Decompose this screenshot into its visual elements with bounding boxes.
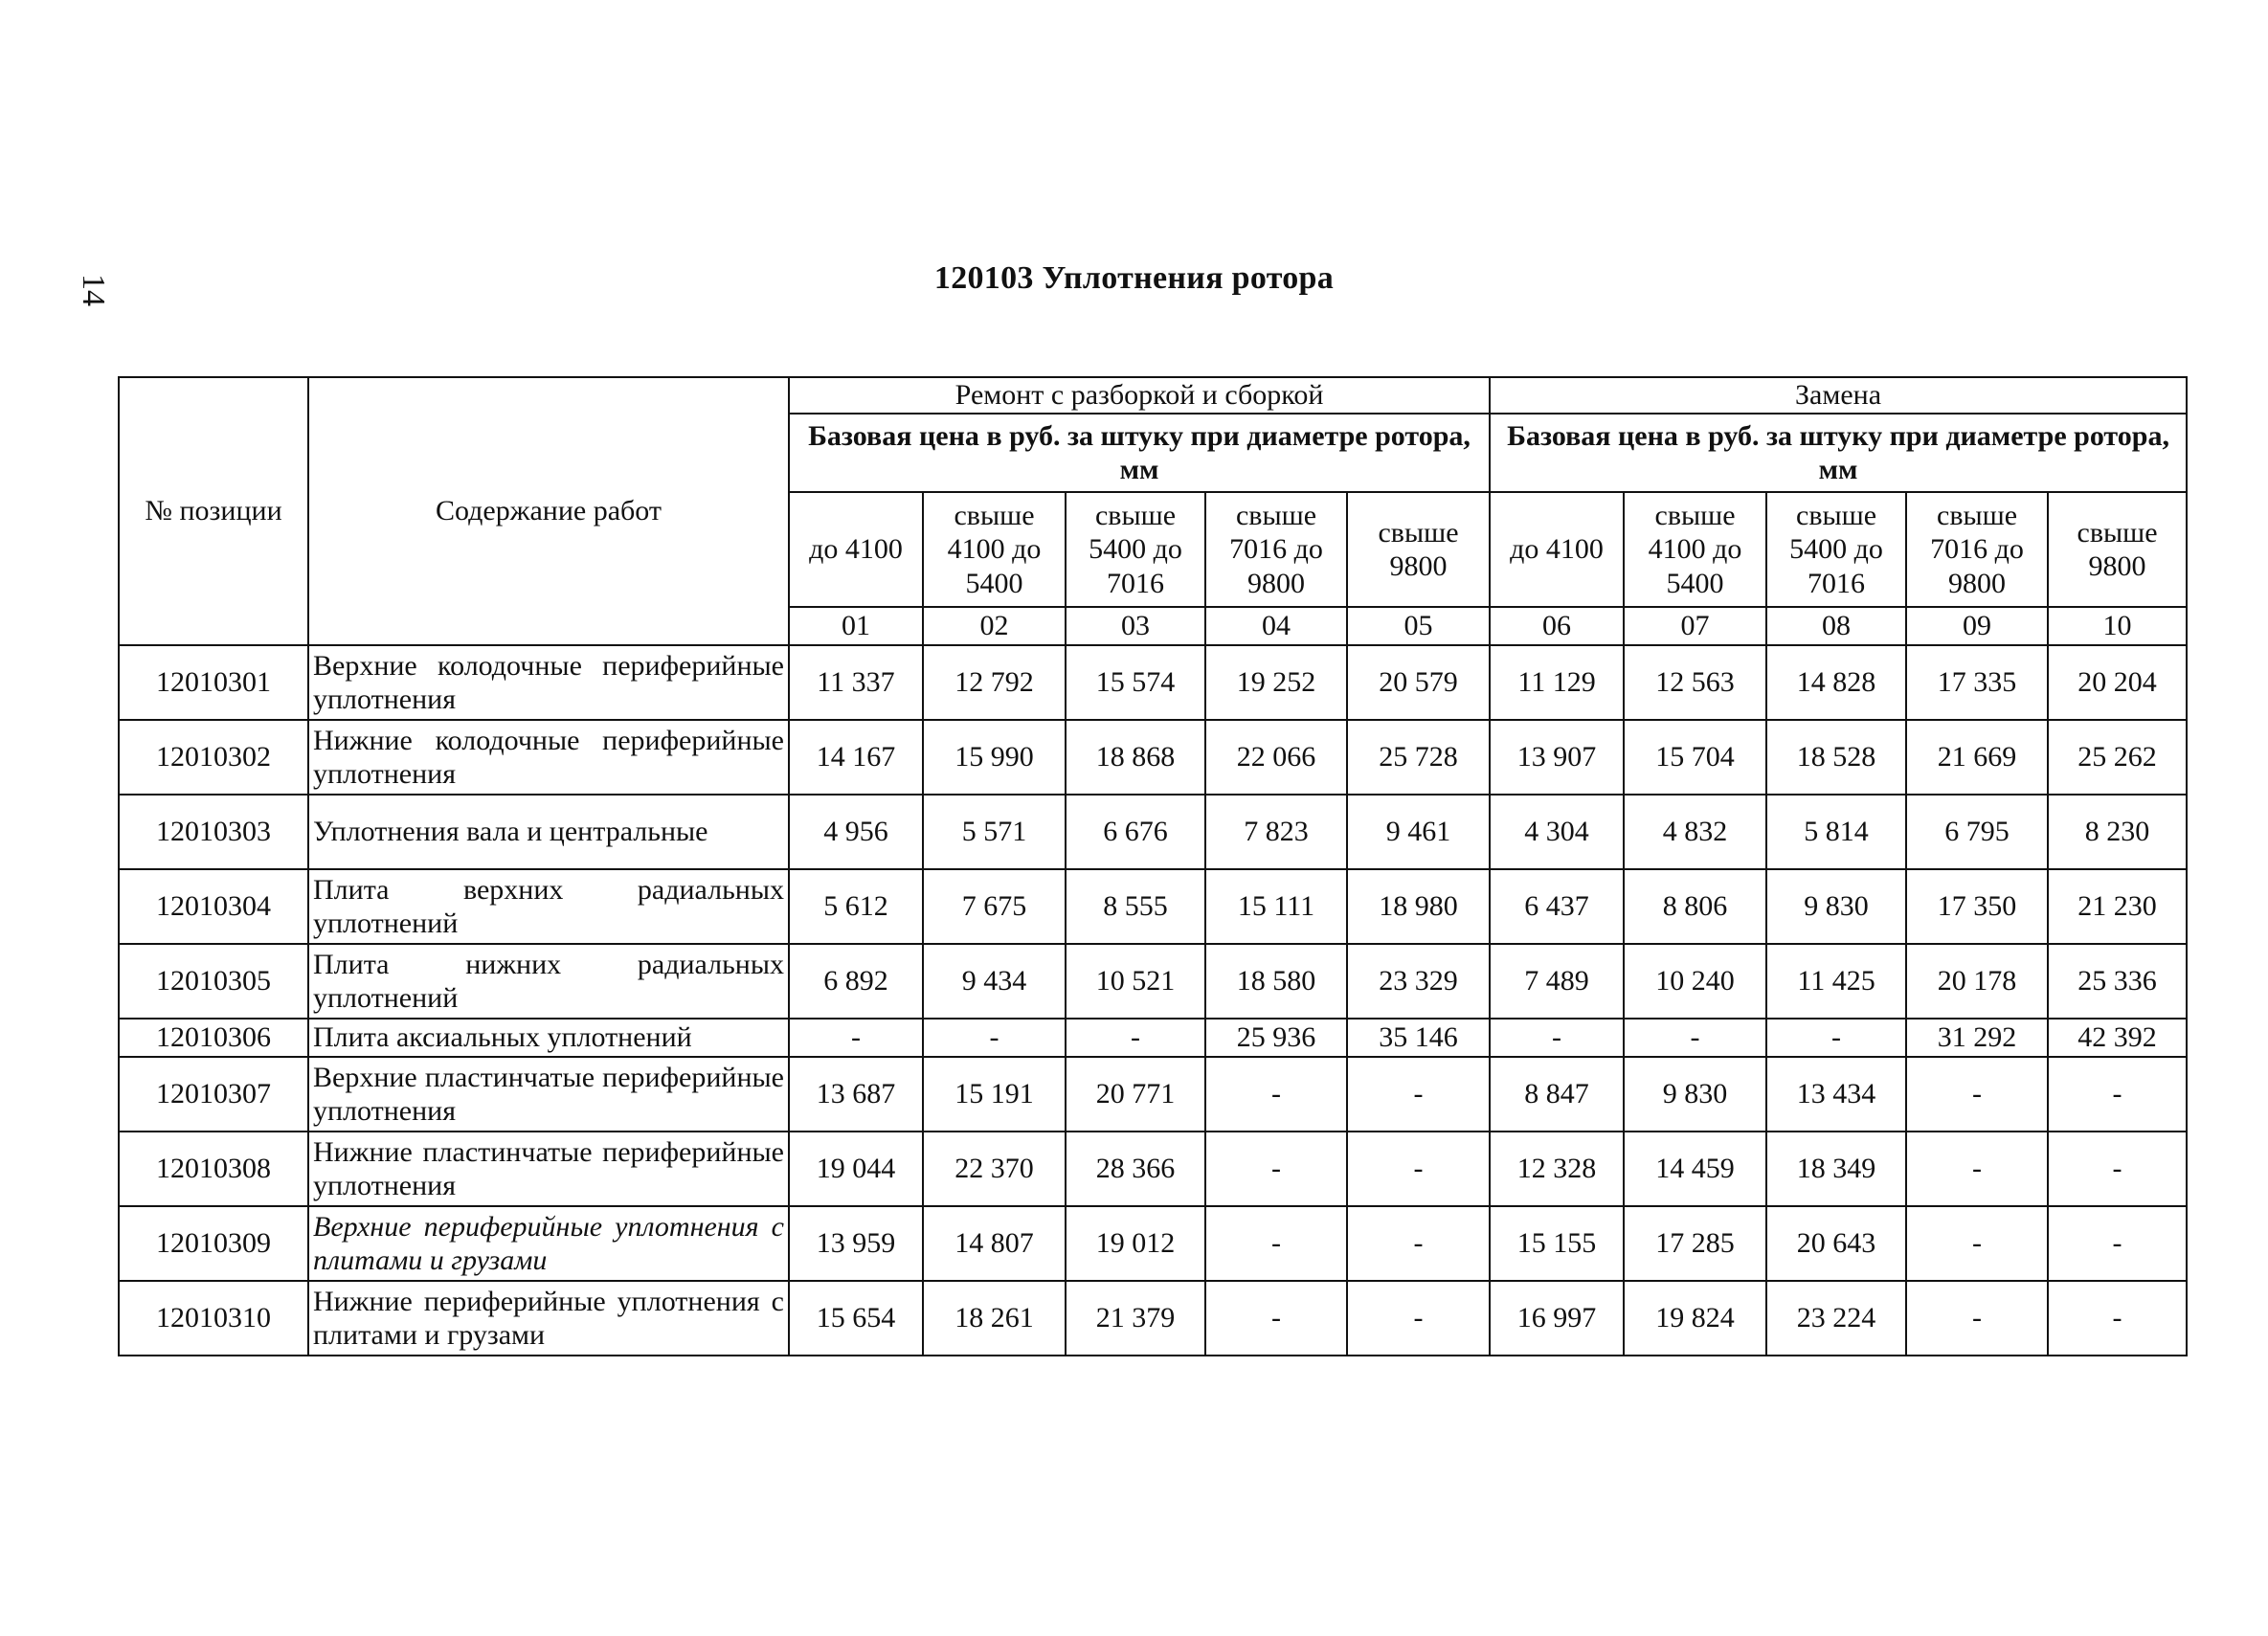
price-cell: 8 806 <box>1624 869 1766 944</box>
diameter-header: свыше 5400 до 7016 <box>1066 492 1205 607</box>
price-cell: - <box>1766 1019 1906 1057</box>
price-cell: - <box>1906 1132 2048 1206</box>
price-cell: - <box>1205 1057 1347 1132</box>
price-cell: 13 959 <box>789 1206 923 1281</box>
price-cell: 25 728 <box>1347 720 1490 795</box>
price-cell: 6 892 <box>789 944 923 1019</box>
price-cell: 10 521 <box>1066 944 1205 1019</box>
price-cell: 22 370 <box>923 1132 1066 1206</box>
price-cell: 7 489 <box>1490 944 1624 1019</box>
column-code-header: 04 <box>1205 607 1347 645</box>
price-cell: 5 571 <box>923 795 1066 869</box>
base-price-header-replacement: Базовая цена в руб. за штуку при диаметре ротора, мм <box>1490 414 2187 492</box>
table-row <box>119 1019 2187 1057</box>
group-header-repair: Ремонт с разборкой и сборкой <box>789 377 1490 414</box>
price-cell: 25 262 <box>2048 720 2187 795</box>
work-description-cell: Плита аксиальных уплотнений <box>308 1019 789 1057</box>
price-cell: 13 687 <box>789 1057 923 1132</box>
price-cell: - <box>1205 1206 1347 1281</box>
price-cell: 6 437 <box>1490 869 1624 944</box>
price-cell: 28 366 <box>1066 1132 1205 1206</box>
price-cell: 14 828 <box>1766 645 1906 720</box>
price-cell: 19 252 <box>1205 645 1347 720</box>
price-cell: - <box>1347 1132 1490 1206</box>
price-cell: 25 936 <box>1205 1019 1347 1057</box>
price-cell: 7 823 <box>1205 795 1347 869</box>
table-row <box>119 795 2187 869</box>
price-cell: - <box>1347 1206 1490 1281</box>
price-cell: - <box>1624 1019 1766 1057</box>
price-cell: 9 830 <box>1766 869 1906 944</box>
price-cell: 11 425 <box>1766 944 1906 1019</box>
price-cell: 17 285 <box>1624 1206 1766 1281</box>
price-cell: 23 329 <box>1347 944 1490 1019</box>
price-cell: 5 612 <box>789 869 923 944</box>
price-cell: 15 654 <box>789 1281 923 1356</box>
price-cell: - <box>1347 1057 1490 1132</box>
position-cell: 12010310 <box>119 1281 308 1356</box>
diameter-header: свыше 4100 до 5400 <box>923 492 1066 607</box>
price-cell: 8 847 <box>1490 1057 1624 1132</box>
price-cell: 21 230 <box>2048 869 2187 944</box>
price-cell: 7 675 <box>923 869 1066 944</box>
column-header-content: Содержание работ <box>308 377 789 645</box>
page-number: 14 <box>76 274 111 306</box>
price-cell: 12 328 <box>1490 1132 1624 1206</box>
work-description-cell: Нижние колодочные периферийные уплотнения <box>308 720 789 795</box>
table-row <box>119 869 2187 944</box>
price-cell: 20 643 <box>1766 1206 1906 1281</box>
table-row <box>119 1132 2187 1206</box>
work-description-cell: Плита нижних радиальных уплотнений <box>308 944 789 1019</box>
work-description-cell: Плита верхних радиальных уплотнений <box>308 869 789 944</box>
price-cell: 18 868 <box>1066 720 1205 795</box>
price-cell: 42 392 <box>2048 1019 2187 1057</box>
position-cell: 12010304 <box>119 869 308 944</box>
position-cell: 12010308 <box>119 1132 308 1206</box>
price-cell: 9 830 <box>1624 1057 1766 1132</box>
diameter-header: до 4100 <box>1490 492 1624 607</box>
price-cell: 15 574 <box>1066 645 1205 720</box>
price-cell: 19 012 <box>1066 1206 1205 1281</box>
price-cell: 15 111 <box>1205 869 1347 944</box>
column-code-header: 06 <box>1490 607 1624 645</box>
price-cell: 22 066 <box>1205 720 1347 795</box>
price-cell: 19 044 <box>789 1132 923 1206</box>
position-cell: 12010305 <box>119 944 308 1019</box>
price-cell: 18 349 <box>1766 1132 1906 1206</box>
price-cell: 14 807 <box>923 1206 1066 1281</box>
work-description-cell: Нижние периферийные уплотнения с плитами и грузами <box>308 1281 789 1356</box>
diameter-header: свыше 5400 до 7016 <box>1766 492 1906 607</box>
price-cell: 9 434 <box>923 944 1066 1019</box>
price-cell: 12 792 <box>923 645 1066 720</box>
price-cell: 6 676 <box>1066 795 1205 869</box>
diameter-header: свыше 4100 до 5400 <box>1624 492 1766 607</box>
work-description-cell: Уплотнения вала и центральные <box>308 795 789 869</box>
group-header-replacement: Замена <box>1490 377 2187 414</box>
page-title: 120103 Уплотнения ротора <box>933 260 1335 296</box>
column-code-header: 03 <box>1066 607 1205 645</box>
price-cell: 8 555 <box>1066 869 1205 944</box>
price-cell: 4 832 <box>1624 795 1766 869</box>
price-cell: - <box>1490 1019 1624 1057</box>
price-cell: 18 980 <box>1347 869 1490 944</box>
column-code-header: 01 <box>789 607 923 645</box>
position-cell: 12010302 <box>119 720 308 795</box>
column-code-header: 09 <box>1906 607 2048 645</box>
price-cell: 25 336 <box>2048 944 2187 1019</box>
price-cell: 6 795 <box>1906 795 2048 869</box>
price-cell: 16 997 <box>1490 1281 1624 1356</box>
price-cell: 20 204 <box>2048 645 2187 720</box>
work-description-cell: Верхние колодочные периферийные уплотнения <box>308 645 789 720</box>
position-cell: 12010303 <box>119 795 308 869</box>
price-cell: 18 580 <box>1205 944 1347 1019</box>
price-cell: 14 167 <box>789 720 923 795</box>
price-cell: - <box>2048 1206 2187 1281</box>
price-cell: 17 350 <box>1906 869 2048 944</box>
column-code-header: 08 <box>1766 607 1906 645</box>
column-header-position: № позиции <box>119 377 308 645</box>
price-cell: 10 240 <box>1624 944 1766 1019</box>
price-cell: - <box>2048 1057 2187 1132</box>
price-cell: 13 907 <box>1490 720 1624 795</box>
diameter-header: свыше 7016 до 9800 <box>1906 492 2048 607</box>
work-description-cell: Верхние пластинчатые периферийные уплотнения <box>308 1057 789 1132</box>
price-cell: 11 337 <box>789 645 923 720</box>
position-cell: 12010309 <box>119 1206 308 1281</box>
diameter-header: до 4100 <box>789 492 923 607</box>
diameter-header: свыше 9800 <box>1347 492 1490 607</box>
price-cell: 11 129 <box>1490 645 1624 720</box>
price-cell: 23 224 <box>1766 1281 1906 1356</box>
table-row <box>119 645 2187 720</box>
price-cell: 19 824 <box>1624 1281 1766 1356</box>
price-cell: - <box>1066 1019 1205 1057</box>
table-row <box>119 1281 2187 1356</box>
price-cell: 15 155 <box>1490 1206 1624 1281</box>
price-table <box>118 376 2188 1356</box>
position-cell: 12010306 <box>119 1019 308 1057</box>
price-cell: 17 335 <box>1906 645 2048 720</box>
price-cell: 18 528 <box>1766 720 1906 795</box>
table-row <box>119 720 2187 795</box>
price-cell: 5 814 <box>1766 795 1906 869</box>
table-row <box>119 944 2187 1019</box>
base-price-header-repair: Базовая цена в руб. за штуку при диаметре ротора, мм <box>789 414 1490 492</box>
price-cell: 21 669 <box>1906 720 2048 795</box>
price-cell: - <box>1906 1281 2048 1356</box>
price-cell: - <box>2048 1281 2187 1356</box>
price-cell: 9 461 <box>1347 795 1490 869</box>
price-cell: 20 771 <box>1066 1057 1205 1132</box>
table-row <box>119 1206 2187 1281</box>
diameter-header: свыше 7016 до 9800 <box>1205 492 1347 607</box>
price-cell: - <box>1205 1281 1347 1356</box>
price-cell: - <box>1906 1206 2048 1281</box>
diameter-header: свыше 9800 <box>2048 492 2187 607</box>
price-cell: - <box>923 1019 1066 1057</box>
position-cell: 12010301 <box>119 645 308 720</box>
work-description-cell: Нижние пластинчатые периферийные уплотнения <box>308 1132 789 1206</box>
price-cell: - <box>2048 1132 2187 1206</box>
column-code-header: 07 <box>1624 607 1766 645</box>
price-cell: - <box>789 1019 923 1057</box>
price-cell: 15 704 <box>1624 720 1766 795</box>
price-cell: 20 178 <box>1906 944 2048 1019</box>
price-cell: 31 292 <box>1906 1019 2048 1057</box>
price-cell: 18 261 <box>923 1281 1066 1356</box>
price-cell: 35 146 <box>1347 1019 1490 1057</box>
price-cell: 4 304 <box>1490 795 1624 869</box>
price-cell: 20 579 <box>1347 645 1490 720</box>
price-cell: 15 990 <box>923 720 1066 795</box>
price-cell: 4 956 <box>789 795 923 869</box>
column-code-header: 10 <box>2048 607 2187 645</box>
price-cell: - <box>1347 1281 1490 1356</box>
price-cell: 14 459 <box>1624 1132 1766 1206</box>
price-cell: 15 191 <box>923 1057 1066 1132</box>
column-code-header: 05 <box>1347 607 1490 645</box>
work-description-cell: Верхние периферийные уплотнения с плитами и грузами <box>308 1206 789 1281</box>
price-cell: - <box>1906 1057 2048 1132</box>
price-cell: 13 434 <box>1766 1057 1906 1132</box>
price-cell: 12 563 <box>1624 645 1766 720</box>
column-code-header: 02 <box>923 607 1066 645</box>
table-row <box>119 1057 2187 1132</box>
position-cell: 12010307 <box>119 1057 308 1132</box>
price-cell: - <box>1205 1132 1347 1206</box>
price-cell: 8 230 <box>2048 795 2187 869</box>
price-cell: 21 379 <box>1066 1281 1205 1356</box>
